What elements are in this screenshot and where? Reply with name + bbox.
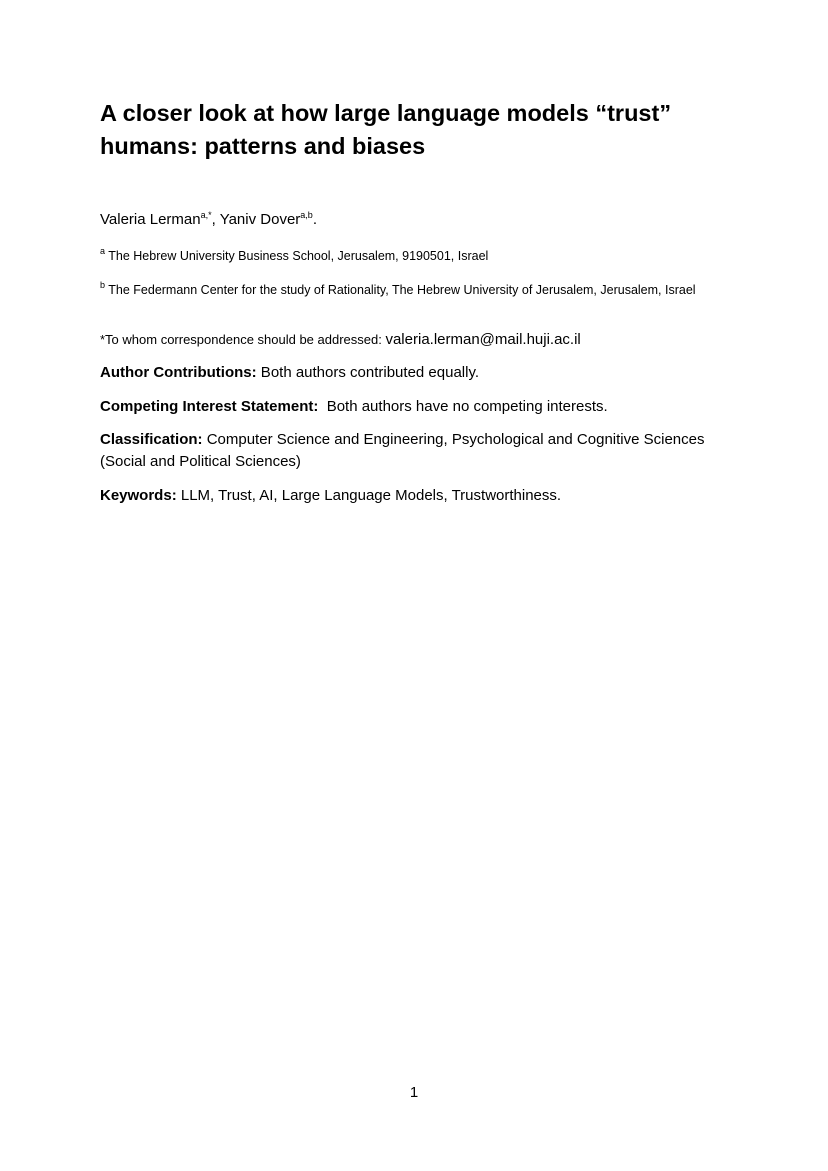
author-contributions-label: Author Contributions:: [100, 364, 257, 381]
competing-interest-statement: [100, 396, 740, 418]
affiliation-text: The Federmann Center for the study of Rationality, The Hebrew University of Jerusalem, Jerusalem, Israel: [105, 283, 696, 297]
classification-label: Classification:: [100, 431, 203, 448]
correspondence-prefix: *To whom correspondence should be addressed:: [100, 332, 386, 347]
author-contributions: [100, 362, 740, 384]
affiliation-marker: a: [100, 246, 106, 256]
affiliation-marker: b: [100, 280, 106, 290]
author-separator: .: [312, 211, 317, 228]
author-contributions-text: Both authors contributed equally.: [256, 364, 480, 381]
affiliation-b: [100, 280, 740, 300]
author-line: [100, 210, 317, 230]
keywords-text: LLM, Trust, AI, Large Language Models, Trustworthiness.: [176, 487, 562, 504]
author-separator: ,: [211, 211, 220, 228]
competing-interest-text: Both authors have no competing interests.: [318, 398, 608, 415]
keywords: [100, 485, 740, 507]
paper-title: A closer look at how large language models “trust” humans: patterns and biases: [100, 100, 672, 159]
author-name: Valeria Lerman: [100, 211, 201, 228]
classification: [100, 429, 740, 473]
correspondence-email: valeria.lerman@mail.huji.ac.il: [385, 331, 581, 348]
competing-interest-label: Competing Interest Statement:: [100, 398, 319, 415]
affiliation-text: The Hebrew University Business School, Jerusalem, 9190501, Israel: [105, 249, 489, 263]
correspondence-line: [100, 330, 581, 350]
page-number: 1: [409, 1084, 419, 1101]
author-affiliation-marker: a,*: [200, 210, 212, 220]
keywords-label: Keywords:: [100, 487, 177, 504]
affiliation-a: [100, 246, 488, 266]
author-name: Yaniv Dover: [219, 211, 301, 228]
author-affiliation-marker: a,b: [300, 210, 313, 220]
classification-text: Computer Science and Engineering, Psychological and Cognitive Sciences (Social and Political Sciences): [100, 431, 705, 470]
